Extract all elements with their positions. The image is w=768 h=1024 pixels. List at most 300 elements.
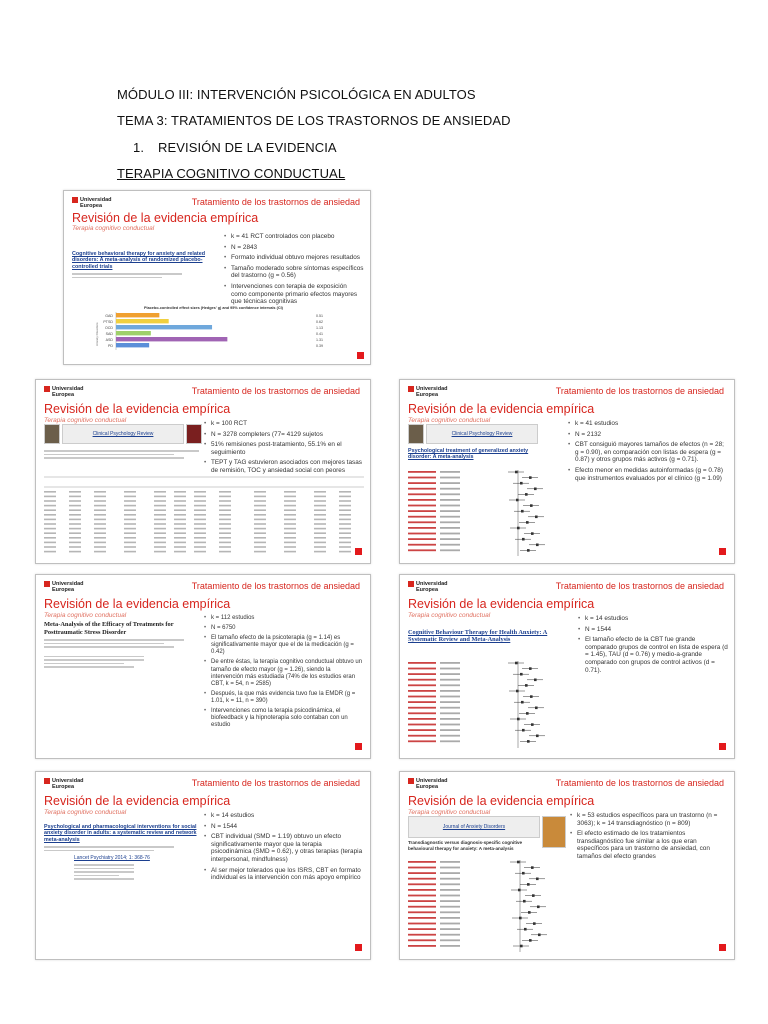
forest-point [536, 735, 539, 738]
forest-study-value [440, 900, 460, 902]
forest-study-label [408, 493, 436, 495]
table-cell [174, 514, 186, 516]
forest-study-label [408, 662, 436, 664]
slide-main-title: Revisión de la evidencia empírica [72, 211, 259, 225]
table-cell [254, 496, 266, 498]
table-cell [339, 509, 351, 511]
table-cell [174, 519, 186, 521]
forest-study-label [408, 477, 436, 479]
table-cell [94, 546, 106, 548]
forest-point [532, 894, 535, 897]
table-cell [69, 500, 81, 502]
slide-bullets: • k = 14 estudios • N = 1544 • CBT individual (SMD = 1.19) obtuvo un efecto significativamente mayor que la terapia psicodinámica (SMD = 0.62), y otras terapias (terapia interpersonal, mindfulness) • Al ser mejor tolerados que los ISRS, CBT en formato individual es la intervención con más apoyo empírico [204, 812, 364, 885]
journal-header-block: Journal of Anxiety Disorders [408, 816, 540, 838]
table-cell [284, 500, 296, 502]
table-cell [284, 496, 296, 498]
slide-header-title: Tratamiento de los trastornos de ansiedad [191, 197, 360, 207]
slide-4 [35, 574, 371, 759]
table-cell [154, 523, 166, 525]
forest-study-value [440, 701, 460, 703]
slide-bullets: • k = 41 RCT controlados con placebo • N = 2843 • Formato individual obtuvo mejores resultados • Tamaño moderado sobre síntomas específicos del trastorno (g = 0.56) • Intervenciones con terapia de exposición como componente primario efectos mayores que técnicas cognitivas [224, 233, 364, 309]
table-cell [94, 542, 106, 544]
forest-point [531, 866, 534, 869]
forest-point [529, 667, 532, 670]
forest-point [525, 684, 528, 687]
subsection-heading: TERAPIA COGNITIVO CONDUCTUAL [117, 166, 346, 181]
forest-study-label [408, 923, 436, 925]
forest-study-value [440, 707, 460, 709]
forest-point [534, 488, 537, 491]
table-cell [194, 542, 206, 544]
table-cell [44, 528, 56, 530]
forest-study-label [408, 945, 436, 947]
table-cell [44, 551, 56, 553]
table-cell [219, 491, 231, 493]
table-cell [339, 505, 351, 507]
forest-study-value [440, 911, 460, 913]
table-cell [154, 528, 166, 530]
forest-point [524, 928, 527, 931]
forest-study-value [440, 872, 460, 874]
forest-study-value [440, 878, 460, 880]
table-cell [219, 537, 231, 539]
forest-point [530, 504, 533, 507]
table-cell [219, 496, 231, 498]
table-cell [69, 505, 81, 507]
table-cell [154, 496, 166, 498]
forest-point [521, 701, 524, 704]
forest-study-value [440, 527, 460, 529]
forest-study-value [440, 477, 460, 479]
table-cell [174, 551, 186, 553]
university-logo: Universidad Europea [408, 386, 447, 398]
table-cell [314, 500, 326, 502]
forest-study-label [408, 740, 436, 742]
table-cell [284, 537, 296, 539]
forest-study-label [408, 906, 436, 908]
university-logo: Universidad Europea [72, 197, 111, 209]
forest-study-value [440, 549, 460, 551]
table-cell [314, 532, 326, 534]
forest-study-value [440, 735, 460, 737]
table-cell [44, 542, 56, 544]
forest-study-value [440, 516, 460, 518]
table-cell [69, 542, 81, 544]
table-cell [254, 514, 266, 516]
table-cell [154, 551, 166, 553]
slide-corner-mark [719, 944, 726, 951]
forest-point [517, 527, 520, 530]
table-cell [124, 551, 136, 553]
journal-cover-thumbnail [408, 424, 424, 444]
slide-sub-title: Terapia cognitivo conductual [44, 417, 127, 424]
table-cell [339, 491, 351, 493]
chart-y-axis-label: Anxiety Disorders [95, 322, 99, 346]
forest-study-value [440, 718, 460, 720]
table-cell [219, 542, 231, 544]
table-cell [284, 546, 296, 548]
chart-title: Placebo-controlled effect sizes (Hedges' g) and 95% confidence intervals (CI) [144, 306, 283, 310]
forest-study-value [440, 928, 460, 930]
paper-citation: Psychological treatment of generalized anxiety disorder: A meta-analysis [408, 448, 529, 461]
table-cell [339, 546, 351, 548]
university-logo: Universidad Europea [44, 386, 83, 398]
forest-study-label [408, 505, 436, 507]
table-cell [219, 519, 231, 521]
forest-study-label [408, 883, 436, 885]
table-cell [254, 537, 266, 539]
table-cell [174, 532, 186, 534]
journal-header-block: Clinical Psychology Review [426, 424, 538, 444]
forest-study-value [440, 889, 460, 891]
table-cell [174, 491, 186, 493]
table-cell [219, 546, 231, 548]
table-cell [124, 500, 136, 502]
table-cell [314, 523, 326, 525]
forest-study-label [408, 471, 436, 473]
table-cell [124, 528, 136, 530]
slide-header-title: Tratamiento de los trastornos de ansiedad [191, 386, 360, 396]
forest-point [520, 673, 523, 676]
table-cell [174, 546, 186, 548]
table-cell [194, 519, 206, 521]
table-cell [194, 491, 206, 493]
table-cell [154, 537, 166, 539]
university-logo: Universidad Europea [408, 778, 447, 790]
table-cell [69, 514, 81, 516]
table-cell [154, 514, 166, 516]
chart-value-label: 0.62 [316, 320, 323, 324]
forest-study-label [408, 696, 436, 698]
forest-study-value [440, 482, 460, 484]
table-cell [69, 523, 81, 525]
table-cell [44, 514, 56, 516]
table-cell [284, 514, 296, 516]
forest-point [526, 712, 529, 715]
slide-main-title: Revisión de la evidencia empírica [408, 597, 595, 611]
chart-value-label: 1.13 [316, 326, 323, 330]
forest-study-label [408, 900, 436, 902]
slide-header-title: Tratamiento de los trastornos de ansiedad [555, 386, 724, 396]
table-cell [314, 537, 326, 539]
forest-study-value [440, 923, 460, 925]
table-cell [314, 546, 326, 548]
table-cell [284, 491, 296, 493]
forest-study-value [440, 505, 460, 507]
forest-study-value [440, 906, 460, 908]
slide-corner-mark [355, 743, 362, 750]
paper-citation: Meta-Analysis of the Efficacy of Treatments for Posttraumatic Stress Disorder [44, 621, 194, 670]
forest-study-value [440, 538, 460, 540]
table-cell [314, 519, 326, 521]
forest-study-label [408, 701, 436, 703]
forest-study-label [408, 668, 436, 670]
forest-study-label [408, 939, 436, 941]
journal-cover-thumbnail [542, 816, 566, 848]
section-heading: REVISIÓN DE LA EVIDENCIA [158, 140, 337, 155]
table-cell [94, 509, 106, 511]
forest-study-value [440, 673, 460, 675]
forest-study-label [408, 911, 436, 913]
chart-bar [116, 337, 227, 341]
forest-point [521, 510, 524, 513]
journal-cover-thumbnail [44, 424, 60, 444]
slide-bullets: • k = 14 estudios • N = 1544 • El tamaño efecto de la CBT fue grande comparado grupos de control en lista de espera (d = 1.45), TAU (d = 0.76) y medio-a-grande comparado con grupos de control activos (d = 0.71). [578, 615, 728, 677]
forest-study-value [440, 861, 460, 863]
forest-study-value [440, 471, 460, 473]
table-cell [254, 523, 266, 525]
journal-logo-block [186, 424, 202, 444]
table-cell [94, 519, 106, 521]
forest-study-label [408, 861, 436, 863]
table-cell [339, 532, 351, 534]
table-cell [154, 509, 166, 511]
forest-study-label [408, 544, 436, 546]
forest-study-label [408, 729, 436, 731]
forest-point [525, 493, 528, 496]
table-cell [44, 505, 56, 507]
forest-study-value [440, 740, 460, 742]
table-cell [314, 542, 326, 544]
forest-study-value [440, 696, 460, 698]
table-cell [69, 509, 81, 511]
forest-study-value [440, 488, 460, 490]
chart-value-label: 0.51 [316, 314, 323, 318]
table-cell [314, 496, 326, 498]
forest-study-label [408, 707, 436, 709]
forest-point [516, 690, 519, 693]
table-cell [194, 532, 206, 534]
table-cell [94, 532, 106, 534]
table-cell [154, 505, 166, 507]
table-cell [284, 551, 296, 553]
table-cell [284, 528, 296, 530]
table-cell [174, 505, 186, 507]
table-cell [154, 542, 166, 544]
table-cell [254, 519, 266, 521]
table-cell [174, 496, 186, 498]
table-cell [194, 551, 206, 553]
forest-study-label [408, 934, 436, 936]
table-cell [69, 546, 81, 548]
forest-point [522, 729, 525, 732]
forest-study-label [408, 735, 436, 737]
table-cell [219, 509, 231, 511]
forest-study-value [440, 729, 460, 731]
table-cell [219, 528, 231, 530]
table-cell [339, 523, 351, 525]
forest-study-label [408, 549, 436, 551]
forest-study-value [440, 724, 460, 726]
forest-study-value [440, 690, 460, 692]
forest-study-value [440, 521, 460, 523]
table-cell [44, 491, 56, 493]
forest-point [531, 723, 534, 726]
slide-bullets: • k = 100 RCT • N = 3278 completers (77= 4129 sujetos • 51% remisiones post-tratamiento, 55.1% en el seguimiento • TEPT y TAG estuvieron asociados con mejores tasas de remisión, TOC y ansiedad social con peores [204, 420, 364, 478]
forest-point [535, 516, 538, 519]
table-cell [219, 500, 231, 502]
table-cell [44, 500, 56, 502]
table-cell [219, 532, 231, 534]
forest-study-label [408, 684, 436, 686]
table-cell [254, 491, 266, 493]
slide-sub-title: Terapia cognitivo conductual [408, 809, 491, 816]
table-cell [69, 528, 81, 530]
chart-value-label: 0.41 [316, 332, 323, 336]
slide-sub-title: Terapia cognitivo conductual [72, 225, 155, 232]
chart-value-label: 0.39 [316, 344, 323, 348]
table-cell [154, 546, 166, 548]
slide-sub-title: Terapia cognitivo conductual [44, 809, 127, 816]
slide-sub-title: Terapia cognitivo conductual [408, 417, 491, 424]
table-cell [314, 528, 326, 530]
table-cell [69, 519, 81, 521]
table-cell [174, 542, 186, 544]
table-cell [339, 519, 351, 521]
table-cell [314, 505, 326, 507]
table-cell [194, 509, 206, 511]
forest-study-label [408, 521, 436, 523]
chart-category-label: OCD [105, 326, 113, 330]
forest-point [538, 934, 541, 937]
table-cell [254, 528, 266, 530]
forest-study-label [408, 538, 436, 540]
forest-point [517, 861, 520, 864]
forest-study-label [408, 872, 436, 874]
table-cell [314, 491, 326, 493]
forest-study-value [440, 883, 460, 885]
slide-1 [63, 190, 371, 365]
journal-header-block: Clinical Psychology Review [62, 424, 184, 444]
forest-point [526, 521, 529, 524]
forest-study-value [440, 712, 460, 714]
chart-bar [116, 331, 151, 335]
table-cell [254, 546, 266, 548]
forest-study-value [440, 662, 460, 664]
forest-point [516, 499, 519, 502]
forest-plot [408, 860, 568, 952]
table-cell [339, 551, 351, 553]
paper-citation: Psychological and pharmacological interventions for social anxiety disorder in adults: a systematic review and network meta-analysis Lancet Psychiatry 2014; 1: 368-76 [44, 824, 199, 882]
forest-point [531, 532, 534, 535]
chart-bar [116, 313, 159, 317]
forest-point [536, 878, 539, 881]
chart-value-label: 1.31 [316, 338, 323, 342]
slide-header-title: Tratamiento de los trastornos de ansiedad [191, 778, 360, 788]
forest-point [533, 922, 536, 925]
forest-point [527, 883, 530, 886]
forest-point [529, 939, 532, 942]
slide-bullets: • k = 41 estudios • N = 2132 • CBT consiguió mayores tamaños de efectos (n = 28; g = 0.90), en comparación con listas de espera (g = 0.87) y otros grupos más activos (g = 0.71). • Efecto menor en medidas autoinformadas (g = 0.78) que instrumentos evaluados por el clínico (g = 1.09) [568, 420, 728, 485]
paper-citation: Cognitive behavioral therapy for anxiety and related disorders: A meta-analysis of randomized placebo-controlled trials [72, 251, 212, 280]
forest-point [515, 471, 518, 474]
paper-citation: Transdiagnostic versus diagnosis-specific cognitive behavioural therapy for anxiety: A meta-analysis [408, 840, 523, 851]
forest-point [517, 718, 520, 721]
slide-header-title: Tratamiento de los trastornos de ansiedad [555, 778, 724, 788]
slide-3 [399, 379, 735, 564]
table-cell [94, 496, 106, 498]
section-number: 1. [133, 140, 145, 155]
forest-point [515, 662, 518, 665]
slide-main-title: Revisión de la evidencia empírica [44, 597, 231, 611]
forest-study-label [408, 673, 436, 675]
effect-size-chart [94, 312, 364, 354]
forest-point [518, 889, 521, 892]
module-heading: MÓDULO III: INTERVENCIÓN PSICOLÓGICA EN ADULTOS [117, 87, 476, 102]
table-cell [124, 491, 136, 493]
table-cell [194, 528, 206, 530]
table-cell [124, 509, 136, 511]
forest-study-label [408, 690, 436, 692]
slide-5 [399, 574, 735, 759]
forest-point [527, 549, 530, 552]
table-cell [124, 537, 136, 539]
slide-6 [35, 771, 371, 960]
forest-point [528, 911, 531, 914]
table-cell [69, 491, 81, 493]
table-cell [124, 519, 136, 521]
forest-study-value [440, 510, 460, 512]
university-logo: Universidad Europea [44, 581, 83, 593]
forest-point [537, 906, 540, 909]
slide-corner-mark [719, 548, 726, 555]
slide-header-title: Tratamiento de los trastornos de ansiedad [191, 581, 360, 591]
chart-category-label: GAD [105, 314, 113, 318]
forest-study-label [408, 712, 436, 714]
table-cell [339, 496, 351, 498]
table-cell [174, 537, 186, 539]
forest-plot [408, 661, 568, 751]
table-cell [94, 514, 106, 516]
slide-main-title: Revisión de la evidencia empírica [408, 794, 595, 808]
university-logo: Universidad Europea [408, 581, 447, 593]
table-cell [219, 514, 231, 516]
slide-2 [35, 379, 371, 564]
table-cell [44, 509, 56, 511]
slide-main-title: Revisión de la evidencia empírica [408, 402, 595, 416]
table-cell [124, 496, 136, 498]
forest-study-value [440, 895, 460, 897]
slide-sub-title: Terapia cognitivo conductual [408, 612, 491, 619]
table-cell [174, 500, 186, 502]
forest-point [535, 707, 538, 710]
results-table [44, 475, 364, 555]
forest-study-label [408, 533, 436, 535]
forest-study-label [408, 867, 436, 869]
table-cell [314, 514, 326, 516]
table-cell [94, 505, 106, 507]
table-cell [154, 500, 166, 502]
table-cell [124, 514, 136, 516]
table-cell [284, 519, 296, 521]
table-cell [154, 532, 166, 534]
forest-point [529, 476, 532, 479]
table-cell [44, 496, 56, 498]
table-cell [254, 500, 266, 502]
forest-study-value [440, 679, 460, 681]
slide-main-title: Revisión de la evidencia empírica [44, 402, 231, 416]
table-cell [219, 505, 231, 507]
table-cell [94, 537, 106, 539]
table-cell [124, 532, 136, 534]
slide-header-title: Tratamiento de los trastornos de ansiedad [555, 581, 724, 591]
forest-study-label [408, 917, 436, 919]
forest-study-value [440, 917, 460, 919]
table-cell [194, 500, 206, 502]
forest-study-label [408, 516, 436, 518]
forest-study-value [440, 945, 460, 947]
forest-study-label [408, 718, 436, 720]
